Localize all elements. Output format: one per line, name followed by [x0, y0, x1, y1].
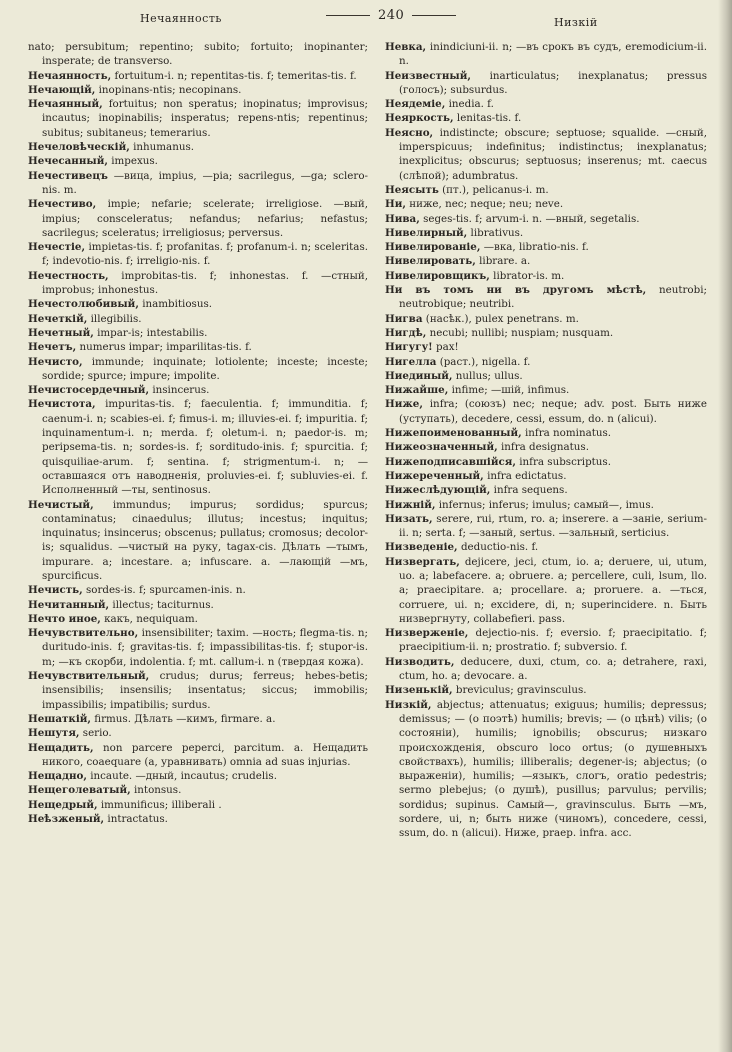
dictionary-entry: [28, 40, 368, 69]
entry-headword: Нещадить,: [28, 741, 94, 754]
entry-definition: serio.: [82, 727, 112, 740]
entry-headword: Низводить,: [385, 655, 455, 668]
entry-definition: dejectio-nis. f; eversio. f; praecipitatio. f; praecipitium-ii. n; prostratio. f; subversio. f.: [399, 627, 707, 654]
dictionary-entry: [385, 69, 707, 98]
entry-definition: librator-is. m.: [493, 269, 565, 282]
dictionary-entry: [385, 269, 707, 283]
entry-definition: librativus.: [470, 226, 524, 239]
entry-headword: Ниже,: [385, 398, 423, 411]
entry-definition: nato; persubitum; repentino; subito; fortuito; inopinanter; insperate; de transverso.: [28, 41, 368, 68]
entry-headword: Нечетный,: [28, 326, 94, 339]
entry-headword: Нечестивецъ: [28, 169, 108, 182]
dictionary-entry: [385, 97, 707, 111]
entry-definition: illectus; taciturnus.: [112, 598, 214, 611]
entry-headword: Нижній,: [385, 498, 436, 511]
dictionary-entry: [28, 97, 368, 140]
entry-headword: Нечающій,: [28, 83, 96, 96]
entry-headword: Нигелла: [385, 355, 437, 368]
dictionary-entry: [28, 326, 368, 340]
dictionary-entry: [28, 340, 368, 354]
entry-definition: lenitas-tis. f.: [456, 112, 522, 125]
entry-headword: Нещедрый,: [28, 798, 98, 811]
dictionary-entry: [28, 69, 368, 83]
entry-headword: Нижайше,: [385, 384, 449, 397]
entry-definition: intonsus.: [134, 784, 182, 797]
entry-definition: infra nominatus.: [524, 427, 612, 440]
entry-definition: fortuitum-i. n; repentitas-tis. f; temeritas-tis. f.: [114, 69, 357, 82]
entry-definition: inedia. f.: [448, 98, 494, 111]
dictionary-entry: [28, 598, 368, 612]
dictionary-entry: [28, 312, 368, 326]
entry-headword: Нечаянный,: [28, 98, 103, 111]
dictionary-entry: [28, 612, 368, 626]
dictionary-entry: [385, 426, 707, 440]
dictionary-entry: [385, 312, 707, 326]
dictionary-entry: [385, 254, 707, 268]
dictionary-entry: [28, 812, 368, 826]
running-head-left: Нечаянность: [140, 12, 222, 25]
dictionary-entry: [28, 83, 368, 97]
entry-headword: Нешаткій,: [28, 712, 91, 725]
dictionary-entry: [385, 455, 707, 469]
entry-definition: incaute. —дный, incautus; crudelis.: [90, 770, 277, 783]
dictionary-entry: [28, 383, 368, 397]
dictionary-entry: [28, 669, 368, 712]
dictionary-entry: [385, 512, 707, 541]
entry-headword: Ниединый,: [385, 369, 453, 382]
entry-headword: Низвергать,: [385, 555, 460, 568]
entry-headword: Нечеловѣческій,: [28, 141, 130, 154]
entry-headword: Нечестность,: [28, 269, 109, 282]
entry-headword: Неяркость,: [385, 112, 454, 125]
dictionary-entry: [385, 626, 707, 655]
dictionary-entry: [385, 240, 707, 254]
dictionary-entry: [385, 555, 707, 626]
dictionary-entry: [28, 783, 368, 797]
entry-definition: immundus; impurus; sordidus; spurcus; contaminatus; cinaedulus; illutus; incestus; inquitus; inquinatus; insincerus; obscenus; pullatus; cromosus; decolor-is; squalidus. —чистый на руку, tagax-cis. Дѣлать —тымъ, impurare. a; incestare. a; infuscare. a. —лающій —мъ, spurcificus.: [42, 498, 368, 582]
dictionary-entry: [385, 111, 707, 125]
dictionary-entry: [28, 741, 368, 770]
dictionary-entry: [385, 183, 707, 197]
book-spine-shadow: [718, 0, 732, 1052]
entry-definition: impexus.: [111, 155, 158, 168]
dictionary-entry: [28, 140, 368, 154]
entry-definition: inambitiosus.: [142, 298, 213, 311]
entry-definition: infra designatus.: [500, 441, 589, 454]
entry-definition: impar-is; intestabilis.: [97, 326, 208, 339]
entry-definition: necubi; nullibi; nuspiam; nusquam.: [429, 326, 614, 339]
entry-definition: deductio-nis. f.: [460, 541, 539, 554]
dictionary-entry: [385, 40, 707, 69]
dictionary-entry: [28, 355, 368, 384]
entry-headword: Нечеткій,: [28, 312, 88, 325]
entry-definition: insincerus.: [152, 384, 210, 397]
entry-definition: dejicere, jeci, ctum, io. a; deruere, ui, utum, uo. a; labefacere. a; obruere. a; percellere, culi, lsum, llo. a; praecipitare. a; procellare. a; proruere. a. —ться, corruere, ui. n; excidere, di, n; superincidere. n. Быть низвергнуту, collabefieri. pass.: [399, 555, 707, 625]
entry-headword: Нещадно,: [28, 770, 87, 783]
entry-definition: infra subscriptus.: [519, 455, 611, 468]
entry-definition: numerus impar; imparilitas-tis. f.: [79, 341, 252, 354]
dictionary-entry: [385, 126, 707, 183]
entry-headword: Нечистосердечный,: [28, 384, 150, 397]
entry-definition: pax!: [435, 341, 459, 354]
entry-headword: Нечисто,: [28, 355, 83, 368]
left-column: [28, 40, 368, 826]
entry-headword: Нивелировать,: [385, 255, 476, 268]
dictionary-entry: [28, 397, 368, 497]
entry-headword: Низенькій,: [385, 684, 453, 697]
dictionary-entry: [385, 340, 707, 354]
entry-definition: improbitas-tis. f; inhonestas. f. —стный, improbus; inhonestus.: [42, 269, 368, 297]
dictionary-entry: [28, 197, 368, 240]
entry-definition: intractatus.: [107, 813, 168, 826]
entry-headword: Нигдѣ,: [385, 326, 427, 339]
entry-headword: Неѣзженый,: [28, 813, 105, 826]
dictionary-entry: [385, 383, 707, 397]
dictionary-entry: [28, 269, 368, 298]
entry-headword: Ни,: [385, 198, 406, 211]
entry-definition: crudus; durus; ferreus; hebes-betis; insensibilis; insensilis; insentatus; siccus; immobilis; impassibilis; impatibilis; surdus.: [42, 670, 368, 711]
entry-headword: Нечесанный,: [28, 155, 108, 168]
entry-headword: Нивелирный,: [385, 226, 468, 239]
dictionary-entry: [385, 197, 707, 211]
entry-definition: —вка, libratio-nis. f.: [483, 241, 589, 254]
running-head-right: Низкій: [554, 16, 598, 29]
dictionary-entry: [28, 798, 368, 812]
dictionary-entry: [28, 498, 368, 584]
entry-headword: Нечестиво,: [28, 198, 97, 211]
entry-headword: Неясно,: [385, 126, 434, 139]
entry-definition: immunde; inquinate; lotiolente; inceste; inceste; sordide; spurce; impure; impolite.: [42, 355, 368, 382]
entry-headword: Нижереченный,: [385, 469, 484, 482]
entry-headword: Нигугу!: [385, 341, 433, 354]
entry-definition: infime; —шій, infimus.: [451, 384, 570, 397]
dictionary-entry: [28, 169, 368, 198]
dictionary-entry: [28, 583, 368, 597]
entry-headword: Нивелировщикъ,: [385, 269, 490, 282]
dictionary-entry: [385, 698, 707, 841]
entry-definition: seges-tis. f; arvum-i. n. —вный, segetalis.: [423, 212, 640, 225]
dictionary-entry: [28, 712, 368, 726]
entry-definition: insensibiliter; taxim. —ность; flegma-tis. n; duritudo-inis. f; gravitas-tis. f; impassibilitas-tis. f; stupor-is. m; —къ скорби, indolentia. f; mt. callum-i. n (твердая кожа).: [42, 627, 368, 668]
entry-headword: Низведеніе,: [385, 541, 458, 554]
dictionary-entry: [28, 297, 368, 311]
entry-headword: Нижепоименованный,: [385, 427, 522, 440]
dictionary-entry: [385, 540, 707, 554]
entry-headword: Нечистота,: [28, 398, 96, 411]
entry-headword: Нещеголеватый,: [28, 784, 131, 797]
entry-definition: ниже, nec; neque; neu; neve.: [409, 198, 564, 211]
entry-definition: fortuitus; non speratus; inopinatus; improvisus; incautus; inopinabilis; insperatus; repens-ntis; repentinus; subitus; subitaneus; temerarius.: [42, 98, 368, 139]
dictionary-entry: [28, 626, 368, 669]
entry-headword: Нижеподписавшійся,: [385, 455, 516, 468]
entry-definition: inhumanus.: [133, 141, 195, 154]
entry-headword: Нигва: [385, 312, 423, 325]
dictionary-entry: [385, 326, 707, 340]
entry-headword: Нечистый,: [28, 498, 94, 511]
entry-definition: serere, rui, rtum, ro. a; inserere. a —заніе, serium-ii. n; serta. f; —заный, sertus. —зальный, serticius.: [399, 512, 707, 540]
dictionary-entry: [385, 369, 707, 383]
entry-headword: Низверженіе,: [385, 627, 469, 640]
dictionary-entry: [385, 483, 707, 497]
entry-definition: impie; nefarie; scelerate; irreligiose. —вый, impius; consceleratus; nefandus; nefarius; nefastus; sacrilegus; sceleratus; irreligiosus; perversus.: [42, 198, 368, 239]
entry-headword: Нижеозначенный,: [385, 441, 498, 454]
entry-definition: nullus; ullus.: [455, 369, 523, 382]
entry-headword: Неясыть: [385, 183, 439, 196]
entry-definition: impuritas-tis. f; faeculentia. f; immunditia. f; caenum-i. n; scabies-ei. f; fimus-i. m; illuvies-ei. f; impuritia. f; inquinamentum-i. n; merda. f; oletum-i. n; paedor-is. m; peripsema-tis. n; sordes-is. f; sorditudo-inis. f; spurcitia. f; quisquiliae-arum. f; sentina. f; strigmentum-i. n; — оставшаяся отъ наводненія, proluvies-ei. f; subluvies-ei. f. Исполненный —ты, sentinosus.: [42, 398, 368, 497]
entry-definition: breviculus; gravinsculus.: [455, 684, 587, 697]
dictionary-entry: [385, 498, 707, 512]
dictionary-entry: [28, 769, 368, 783]
entry-headword: Нива,: [385, 212, 420, 225]
entry-definition: neutrobi; neutrobique; neutribi.: [399, 284, 707, 311]
entry-definition: —вица, impius, —pia; sacrilegus, —ga; sclero-nis. m.: [42, 169, 368, 196]
entry-headword: Нечаянность,: [28, 69, 112, 82]
entry-definition: non parcere peperci, parcitum. a. Нещадить никого, coaequare (a, уравнивать) omnia ad suas injurias.: [42, 741, 368, 768]
dictionary-entry: [385, 212, 707, 226]
entry-headword: Нечисть,: [28, 584, 83, 597]
entry-definition: indistincte; obscure; septuose; squalide. —сный, imperspicuus; indefinitus; indistinctus; inexplanatus; inexplicitus; obscurus; septuosus; inserenus; mt. caecus (слѣпой); adumbratus.: [399, 126, 707, 182]
dictionary-entry: [28, 726, 368, 740]
dictionary-entry: [385, 283, 707, 312]
entry-headword: Нечетъ,: [28, 341, 77, 354]
entry-headword: Неядеміе,: [385, 98, 446, 111]
entry-definition: (насѣк.), pulex penetrans. m.: [425, 312, 579, 325]
entry-headword: Неизвестный,: [385, 69, 471, 82]
dictionary-entry: [28, 154, 368, 168]
dictionary-entry: [385, 397, 707, 426]
entry-definition: inindiciuni-ii. n; —въ срокъ въ судъ, eremodicium-ii. n.: [399, 41, 707, 68]
entry-definition: immunificus; illiberali .: [100, 798, 222, 811]
dictionary-entry: [385, 355, 707, 369]
entry-headword: Нечитанный,: [28, 598, 110, 611]
entry-definition: illegibilis.: [90, 312, 142, 325]
entry-headword: Невка,: [385, 41, 427, 53]
entry-definition: какъ, nequiquam.: [104, 612, 198, 625]
dictionary-entry: [385, 440, 707, 454]
entry-definition: infra; (союзъ) nec; neque; adv. post. Быть ниже (уступать), decedere, cessi, essum, do. n (alicui).: [399, 398, 707, 425]
entry-definition: librare. a.: [479, 255, 531, 268]
entry-definition: impietas-tis. f; profanitas. f; profanum-i. n; sceleritas. f; indevotio-nis. f; irreligio-nis. f.: [42, 241, 368, 268]
entry-definition: infra sequens.: [493, 484, 568, 497]
entry-headword: Ни въ томъ ни въ другомъ мѣстѣ,: [385, 284, 647, 297]
entry-headword: Нивелированіе,: [385, 241, 481, 254]
entry-definition: (пт.), pelicanus-i. m.: [442, 183, 549, 196]
dictionary-entry: [385, 655, 707, 684]
entry-headword: Низкій,: [385, 698, 432, 711]
entry-definition: firmus. Дѣлать —кимъ, firmare. a.: [94, 712, 276, 725]
entry-headword: Низать,: [385, 512, 433, 525]
page-header: [0, 8, 718, 30]
dictionary-entry: [385, 226, 707, 240]
entry-headword: Нечестіе,: [28, 241, 86, 254]
dictionary-entry: [385, 683, 707, 697]
entry-definition: infernus; inferus; imulus; самый—, imus.: [438, 498, 654, 511]
right-column: [385, 40, 707, 841]
entry-headword: Нечто иное,: [28, 612, 101, 625]
entry-headword: Нижеслѣдующій,: [385, 484, 491, 497]
entry-definition: inarticulatus; inexplanatus; pressus (голосъ); subsurdus.: [399, 69, 707, 96]
entry-headword: Нечувствительный,: [28, 670, 150, 683]
entry-headword: Нешутя,: [28, 727, 80, 740]
entry-headword: Нечувствительно,: [28, 627, 139, 640]
page-number: 240: [318, 8, 464, 23]
entry-definition: abjectus; attenuatus; exiguus; humilis; depressus; demissus; — (о поэтѣ) humilis; brevis; — (о цѣнѣ) vilis; (о состояніи), humilis; ignobilis; obscurus; низкаго происхожденія, obscuro loco ortus; (о душевныхъ свойствахъ), humilis; illiberalis; degener-is; abjectus; (о выраженіи), humilis; —языкъ, слогъ, oratio pedestris; sermo plebejus; (о душѣ), pusillus; parvulus; pervilis; sordidus; supinus. Самый—, gravinsculus. Быть —мъ, sordere, ui, n; быть ниже (чиномъ), concedere, cessi, ssum, do. n (alicui). Ниже, praep. infra. acc.: [399, 698, 707, 840]
entry-definition: infra edictatus.: [487, 469, 567, 482]
dictionary-entry: [385, 469, 707, 483]
entry-definition: (раст.), nigella. f.: [439, 355, 531, 368]
dictionary-entry: [28, 240, 368, 269]
entry-headword: Нечестолюбивый,: [28, 298, 139, 311]
entry-definition: sordes-is. f; spurcamen-inis. n.: [85, 584, 246, 597]
entry-definition: deducere, duxi, ctum, co. a; detrahere, raxi, ctum, ho. a; devocare. a.: [399, 655, 707, 683]
entry-definition: inopinans-ntis; necopinans.: [98, 83, 242, 96]
